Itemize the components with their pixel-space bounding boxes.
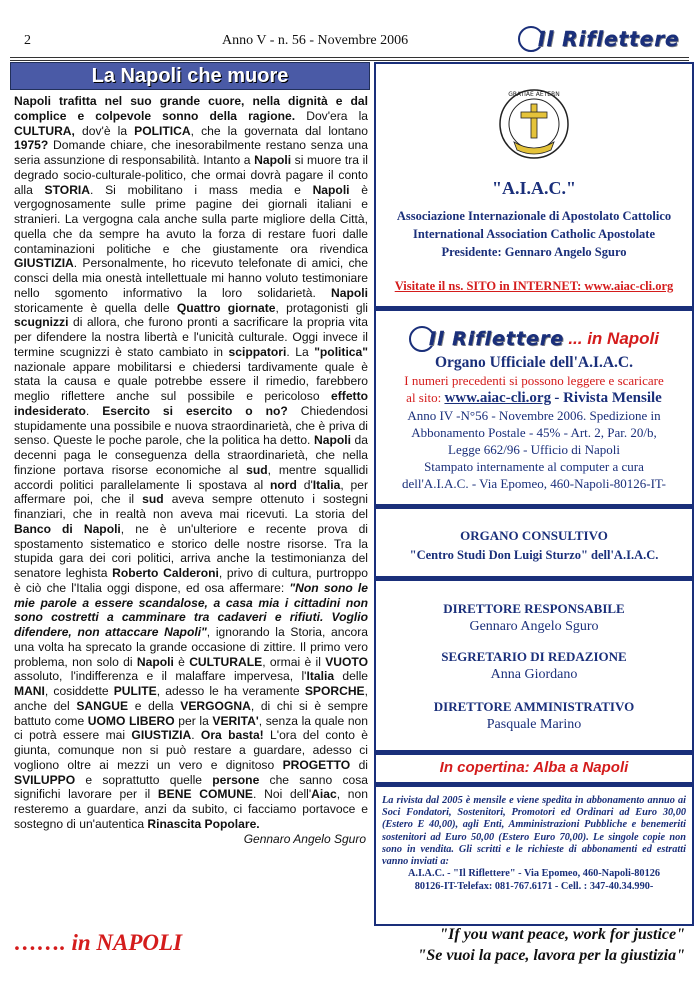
footer-in-napoli: ……. in NAPOLI [14, 930, 183, 955]
divider [376, 576, 692, 581]
divider [376, 306, 692, 311]
article-headline: La Napoli che muore [10, 62, 370, 90]
header-rule [10, 57, 689, 61]
subscription-note: La rivista dal 2005 è mensile e viene spedita in abbonamento annuo ai Soci Fondatori, Sostenitori, Promotori ed Ordinari ad Euro 30,00 (Estero E 40,00), agli Enti, Amministrazioni Pubbliche e benemeriti sostenitori ad Euro 50,00 (Estero Euro 70,00). Le singole copie non sono in vendita. Gli scritti e le richieste di abbonamenti ed estratti vanno inviati a: A.I.A.C. - "Il Riflettere" - Via Epomeo, 460-Napoli-80126 80126-IT-Telefax: 081-767.6171 - Cell. : 347-40.34.990- [382, 795, 686, 892]
info-sidebar [374, 62, 694, 926]
issue-info: Anno V - n. 56 - Novembre 2006 [222, 33, 409, 48]
article-signature: Gennaro Angelo Sguro [243, 831, 366, 846]
staff-block: DIRETTORE RESPONSABILE Gennaro Angelo Sguro SEGRETARIO DI REDAZIONE Anna Giordano DIRETTORE AMMINISTRATIVO Pasquale Marino [433, 601, 635, 732]
aiac-block: "A.I.A.C." Associazione Internazionale di Apostolato Cattolico International Association Catholic Apostolate Presidente: Gennaro Angelo Sguro Visitate il ns. SITO in INTERNET: www.aiac-cli.org [376, 178, 692, 294]
napoli-block: Il Riflettere ... in Napoli Organo Ufficiale dell'A.I.A.C. I numeri precedenti si possono leggere e scaricare al sito: www.aiac-cli.org - Rivista Mensile Anno IV -N°56 - Novembre 2006. Spedizione in Abbonamento Postale - 45% - Art. 2, Par. 20/b, Legge 662/96 - Ufficio di Napoli Stampato internamente al computer a cura dell'A.I.A.C. - Via Epomeo, 460-Napoli-80126-IT- [376, 326, 692, 492]
page-number: 2 [24, 33, 31, 48]
copertina-caption: In copertina: Alba a Napoli [439, 759, 629, 776]
masthead-logo: Il Riflettere [518, 26, 680, 52]
aiac-site-link[interactable]: Visitate il ns. SITO in INTERNET: www.aiac-cli.org [394, 279, 674, 293]
svg-text:GRATIAE AETERN: GRATIAE AETERN [508, 91, 560, 98]
napoli-site-link[interactable]: www.aiac-cli.org [444, 390, 552, 406]
aiac-emblem [376, 84, 692, 169]
aiac-emblem-icon [489, 84, 579, 164]
divider [376, 504, 692, 509]
napoli-logo: Il Riflettere ... in Napoli [376, 326, 692, 352]
article-column [10, 62, 370, 922]
consultivo-block: ORGANO CONSULTIVO "Centro Studi Don Luigi Sturzo" dell'A.I.A.C. [409, 528, 659, 562]
article-body: Napoli trafitta nel suo grande cuore, nella dignità e dal complice e colpevole sonno della ragione. Dov'era la CULTURA, dov'è la POLITICA, che la governata dal lontano 1975? Domande chiare, che inesorabilmente restano senza una seria assunzione di responsabilità. Intanto a Napoli si muore tra il degrado socio-culturale-politico, che ormai dovrà pagare il conto alla STORIA. Si mobilitano i mass media e Napoli è vergognosamente sulle prime pagine dei giornali italiani e stranieri. La vergogna cala anche sulla parte migliore della Città, quella che da sempre ha avuto la forza di restare fuori dalle contaminazioni politiche e che giustamente ora rivendica GIUSTIZIA. Personalmente, ho ricevuto telefonate di amici, che consci della mia onestà intellettuale mi hanno voluto testimoniare nello sgomento informativo la loro solidarietà. Napoli storicamente è quella delle Quattro giornate, protagonisti gli scugnizzi di allora, che furono pronti a sacrificare la propria vita per difendere la nostra libertà e l'unicità culturale. Oggi invece il termine scugnizzi è stato cambiato in scippatori. La "politica" nazionale appare mobilitarsi e chiedersi tardivamente quale è stata la causa e quale potrebbe essere il rimedio, farebbero meglio riflettere anche sul possibile e pericoloso effetto indesiderato. Esercito si esercito o no? Chiedendosi stupidamente una possibile e nuova straordinarietà, che è priva di senso. Queste le poche parole, che la politica ha detto. Napoli da decenni paga le conseguenza della straordinarietà, che nella finzione portava risorse economiche al sud, mentre squallidi accordi politici parallelamente li spostava al nord d'Italia, per affermare poi, che il sud aveva sempre ottenuto i sostegni finanziari, che in realtà non aveva mai ricevuti. La storia del Banco di Napoli, ne è un'ulteriore e recente prova di spostamento sistematico e storico delle nostre risorse. Tra la stupida gara dei cori politici, arriva anche la testimonianza del senatore leghista Roberto Calderoni, privo di cultura, purtroppo è ciò che l'Italia oggi dispone, ed osa affermare: "Non sono le mie parole a essere scandalose, a casa mia i cittadini non sono costretti a camminare tra cadaveri e rifiuti. Voglio difendere, non attaccare Napoli", ignorando la Storia, ancora una volta ha sprecato la grande occasione di zittire. Il primo vero problema, non solo di Napoli è CULTURALE, ormai è il VUOTO assoluto, l'indifferenza e il malaffare impervesa, l'Italia delle MANI, cosiddette PULITE, adesso le ha veramente SPORCHE, anche del SANGUE e della VERGOGNA, di chi si è sempre battuto come UOMO LIBERO per la VERITA', senza la quale non ci potrà essere mai GIUSTIZIA. Ora basta! L'ora del conto è giunta, comunque non si può restare a guardare, adesso ci vogliono oltre ai mezzi un vero e dignitoso PROGETTO di SVILUPPO e soprattutto quelle persone che sanno cosa significhi lavorare per il BENE COMUNE. Noi dell'Aiac, non resteremo a guardare, anzi da subito, ci facciamo portavoce e sostegno di un'autentica Rinascita Popolare. [14, 94, 369, 831]
divider [376, 782, 692, 787]
divider [376, 750, 692, 755]
footer-quotes: "If you want peace, work for justice" "Se vuoi la pace, lavora per la giustizia" [417, 926, 685, 964]
